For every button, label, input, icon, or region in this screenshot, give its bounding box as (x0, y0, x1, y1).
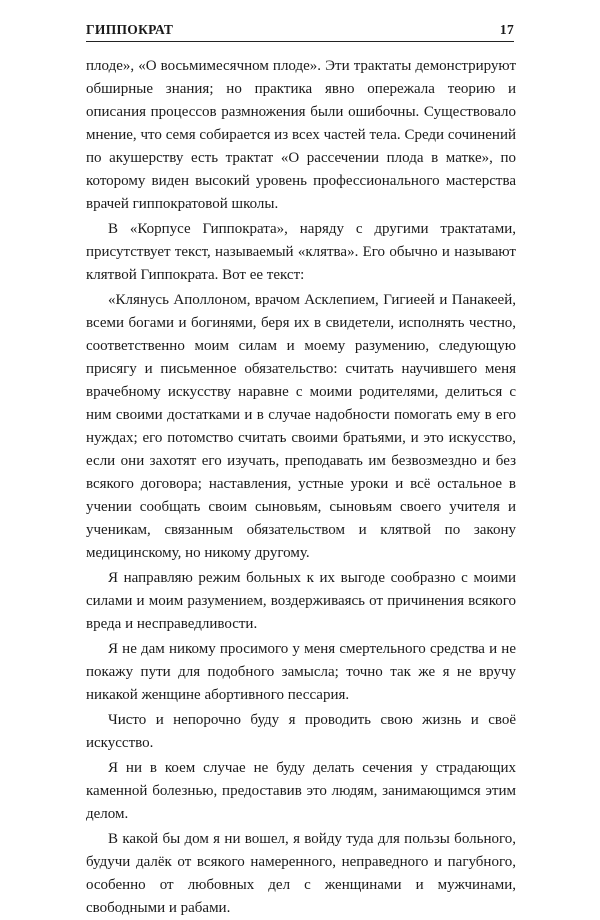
oath-paragraph-6: В какой бы дом я ни вошел, я войду туда для пользы больного, будучи далёк от всякого намеренного, неправедного и пагубного, особенно от любовных дел с женщинами и мужчинами, свободными и рабами. (86, 831, 516, 916)
page-number: 17 (499, 22, 514, 37)
oath-paragraph-3: Я не дам никому просимого у меня смертельного средства и не покажу пути для подобного замысла; точно так же я не вручу никакой женщине абортивного пессария. (86, 641, 516, 703)
paragraph-continuation: плоде», «О восьмимесячном плоде». Эти трактаты демонстрируют обширные знания; но практика явно опережала теорию и описания процессов размножения были ошибочны. Существовало мнение, что семя собирается из всех частей тела. Среди сочинений по акушерству есть трактат «О рассечении плода в матке», по которому виден высокий уровень профессионального мастерства врачей гиппократовой школы. (86, 58, 516, 212)
header-rule (86, 41, 514, 42)
oath-paragraph-4: Чисто и непорочно буду я проводить свою жизнь и своё искусство. (86, 712, 516, 751)
oath-paragraph-1: «Клянусь Аполлоном, врачом Асклепием, Гигиеей и Панакеей, всеми богами и богинями, беря их в свидетели, исполнять честно, соответственно моим силам и моему разумению, следующую присягу и письменное обязательство: считать научившего меня врачебному искусству наравне с моими родителями, делиться с ним своими достатками и в случае надобности помогать ему в его нуждах; его потомство считать своими братьями, и это искусство, если они захотят его изучать, преподавать им безвозмездно и без всякого договора; наставления, устные уроки и всё остальное в учении сообщать своим сыновьям, сыновьям своего учителя и ученикам, связанным обязательством и клятвой по закону медицинскому, но никому другому. (86, 292, 516, 561)
page-body (86, 55, 516, 920)
oath-paragraph-2: Я направляю режим больных к их выгоде сообразно с моими силами и моим разумением, воздерживаясь от причинения всякого вреда и несправедливости. (86, 570, 516, 632)
running-title: ГИППОКРАТ (86, 22, 174, 37)
oath-paragraph-5: Я ни в коем случае не буду делать сечения у страдающих каменной болезнью, предоставив это людям, занимающимся этим делом. (86, 760, 516, 822)
paragraph-corpus: В «Корпусе Гиппократа», наряду с другими трактатами, присутствует текст, называемый «клятва». Его обычно и называют клятвой Гиппократа. Вот ее текст: (86, 221, 516, 283)
running-header (86, 22, 514, 38)
